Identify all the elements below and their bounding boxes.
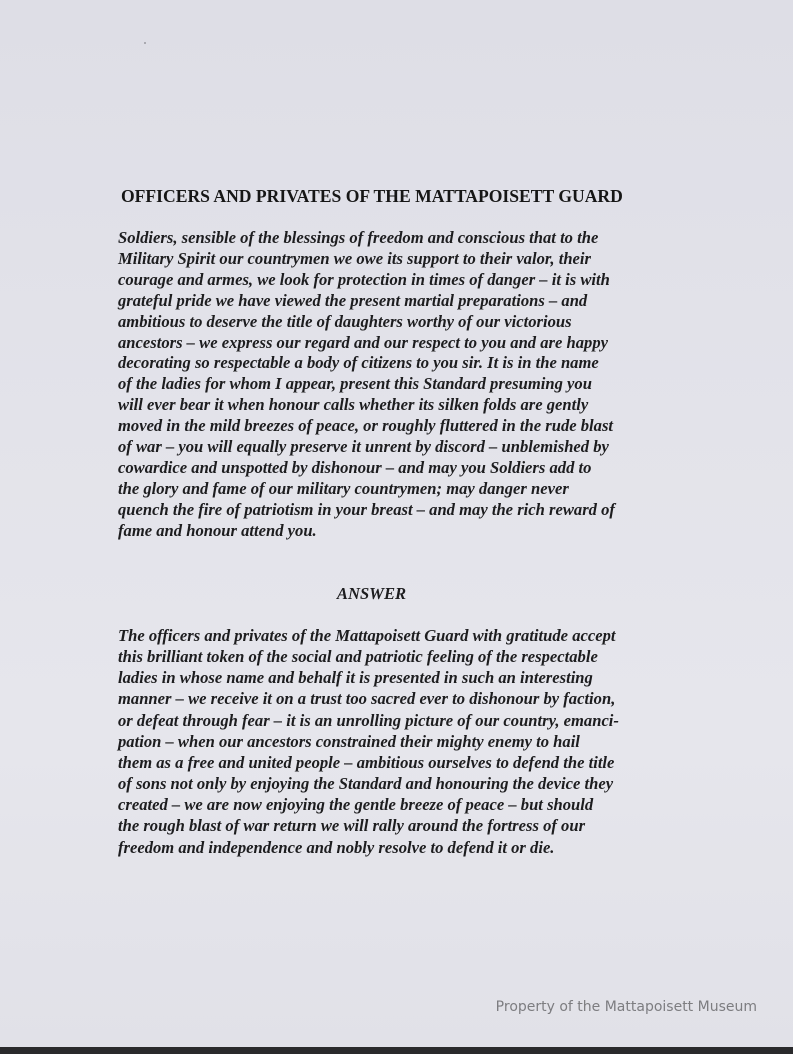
answer-paragraph — [118, 625, 718, 858]
address-line: the glory and fame of our military countrymen; may danger never — [118, 478, 569, 498]
answer-line: freedom and independence and nobly resolve to defend it or die. — [118, 837, 555, 857]
address-line: ambitious to deserve the title of daughters worthy of our victorious — [118, 311, 572, 331]
document-title: OFFICERS AND PRIVATES OF THE MATTAPOISETT GUARD — [121, 186, 623, 206]
address-line: moved in the mild breezes of peace, or roughly fluttered in the rude blast — [118, 416, 614, 436]
address-paragraph — [118, 228, 718, 542]
answer-line: manner – we receive it on a trust too sacred ever to dishonour by faction, — [118, 689, 616, 709]
address-line: cowardice and unspotted by dishonour – and may you Soldiers add to — [118, 457, 592, 477]
address-line: of war – you will equally preserve it unrent by discord – unblemished by — [118, 437, 609, 457]
address-line: grateful pride we have viewed the present martial preparations – and — [118, 290, 588, 310]
answer-line: The officers and privates of the Mattapoisett Guard with gratitude accept — [118, 626, 616, 645]
answer-heading: ANSWER — [336, 584, 407, 603]
answer-line: of sons not only by enjoying the Standard and honouring the device they — [118, 774, 614, 794]
address-line: ancestors – we express our regard and our respect to you and are happy — [118, 332, 608, 352]
address-line: Military Spirit our countrymen we owe its support to their valor, their — [118, 248, 591, 268]
answer-line: ladies in whose name and behalf it is presented in such an interesting — [118, 668, 593, 688]
answer-line: created – we are now enjoying the gentle breeze of peace – but should — [118, 795, 594, 815]
answer-line: the rough blast of war return we will rally around the fortress of our — [118, 816, 586, 836]
address-line: of the ladies for whom I appear, present this Standard presuming you — [118, 374, 592, 394]
address-line: decorating so respectable a body of citizens to you sir. It is in the name — [118, 353, 599, 373]
answer-line: pation – when our ancestors constrained their mighty enemy to hail — [118, 731, 580, 751]
address-line: fame and honour attend you. — [118, 520, 317, 540]
museum-watermark: Property of the Mattapoisett Museum — [495, 999, 757, 1015]
address-line: quench the fire of patriotism in your breast – and may the rich reward of — [118, 499, 615, 519]
answer-line: them as a free and united people – ambitious ourselves to defend the title — [118, 752, 615, 772]
address-line: courage and armes, we look for protection in times of danger – it is with — [118, 269, 610, 289]
address-line: Soldiers, sensible of the blessings of freedom and conscious that to the — [118, 228, 599, 247]
answer-line: or defeat through fear – it is an unrolling picture of our country, emanci- — [118, 710, 619, 730]
paper-speck — [144, 42, 146, 44]
answer-line: this brilliant token of the social and patriotic feeling of the respectable — [118, 647, 598, 667]
address-line: will ever bear it when honour calls whether its silken folds are gently — [118, 395, 589, 415]
